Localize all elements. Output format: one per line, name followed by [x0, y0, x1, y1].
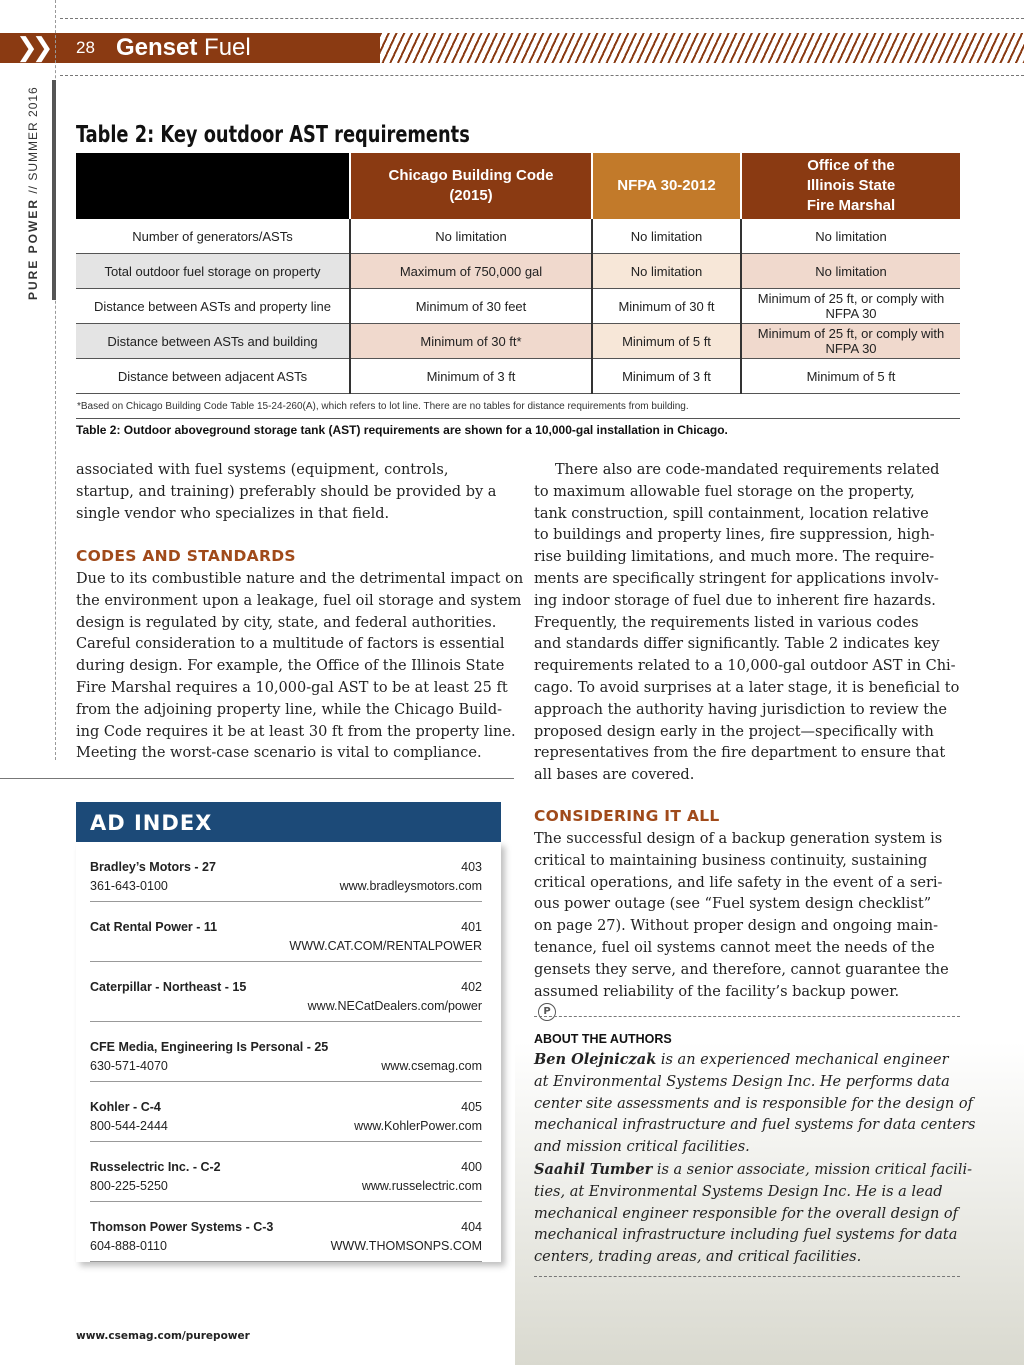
table-header-blank [76, 153, 350, 219]
cell-chicago: Minimum of 3 ft [350, 359, 592, 394]
row-label: Distance between ASTs and property line [76, 289, 350, 324]
cell-illinois: No limitation [741, 219, 960, 254]
about-bottom-rule [534, 1276, 960, 1277]
ad-index-item[interactable]: Cat Rental Power - 11 401 WWW.CAT.COM/RENTALPOWER [90, 902, 482, 962]
cell-illinois: No limitation [741, 254, 960, 289]
table-row [76, 254, 960, 289]
about-authors-heading: ABOUT THE AUTHORS [534, 1032, 672, 1046]
ad-index-list [76, 842, 501, 1262]
footer-url[interactable]: www.csemag.com/purepower [76, 1330, 250, 1342]
codes-standards-heading: CODES AND STANDARDS [76, 547, 296, 565]
row-label: Total outdoor fuel storage on property [76, 254, 350, 289]
table-caption: Table 2: Outdoor aboveground storage tank (AST) requirements are shown for a 10,000-gal installation in Chicago. [76, 423, 728, 437]
table-header-nfpa: NFPA 30-2012 [592, 153, 741, 219]
cell-illinois: Minimum of 5 ft [741, 359, 960, 394]
table-footnote: *Based on Chicago Building Code Table 15-24-260(A), which refers to lot line. There are no tables for distance requirements from building. [76, 394, 960, 419]
table-row [76, 219, 960, 254]
table-row [76, 359, 960, 394]
table-header-illinois: Office of the Illinois State Fire Marshal [741, 153, 960, 219]
table-row [76, 289, 960, 324]
table-header-chicago: Chicago Building Code (2015) [350, 153, 592, 219]
cell-nfpa: Minimum of 5 ft [592, 324, 741, 359]
about-authors-text: Ben Olejniczak is an experienced mechanical engineer at Environmental Systems Design Inc. He performs data center site assessments and is responsible for the design of mechanical infrastructure and fuel systems for data centers and mission critical facilities. Saahil Tumber is a senior associate, mission critical facili- ties, at Environmental Systems Design Inc. He is a lead mechanical engineer responsible for the overall design of mechanical infrastructure including fuel systems for data centers, trading areas, and critical facilities. [534, 1051, 976, 1266]
considering-paragraph: The successful design of a backup generation system is critical to maintaining business continuity, sustaining critical operations, and life safety in the event of a seri- ous power outage (see “Fuel system design checklist” on page 27). Without proper design and ongoing main- tenance, fuel oil systems cannot meet the needs of the gensets they serve, and therefore, cannot guarantee the assumed reliability of the facility’s backup power. P [534, 829, 949, 1021]
ad-url-link[interactable]: www.russelectric.com [361, 1179, 482, 1193]
ad-index-item[interactable]: Caterpillar - Northeast - 15 402 www.NECatDealers.com/power [90, 962, 482, 1022]
table-footnote-row [76, 394, 960, 419]
ad-url-link[interactable]: www.bradleysmotors.com [339, 879, 482, 893]
table-title: Table 2: Key outdoor AST requirements [76, 122, 470, 148]
about-top-rule [534, 1016, 960, 1017]
ast-requirements-table [76, 153, 960, 419]
cell-nfpa: No limitation [592, 254, 741, 289]
cell-illinois: Minimum of 25 ft, or comply with NFPA 30 [741, 324, 960, 359]
side-issue-label: PURE POWER // SUMMER 2016 [26, 86, 40, 300]
cell-nfpa: No limitation [592, 219, 741, 254]
ad-index-item[interactable]: Thomson Power Systems - C-3 404 604-888-0110 WWW.THOMSONPS.COM [90, 1202, 482, 1262]
ad-url-link[interactable]: www.NECatDealers.com/power [307, 999, 482, 1013]
cell-chicago: No limitation [350, 219, 592, 254]
cell-chicago: Minimum of 30 feet [350, 289, 592, 324]
side-bar [52, 80, 56, 300]
left-intro-paragraph: associated with fuel systems (equipment, controls, startup, and training) preferably should be provided by a single vendor who specializes in that field. [76, 462, 497, 522]
ad-index-item[interactable]: Kohler - C-4 405 800-544-2444 www.KohlerPower.com [90, 1082, 482, 1142]
cell-nfpa: Minimum of 3 ft [592, 359, 741, 394]
ad-index-item[interactable]: CFE Media, Engineering Is Personal - 25 630-571-4070 www.csemag.com [90, 1022, 482, 1082]
ad-index-title: AD INDEX [76, 802, 501, 842]
row-label: Number of generators/ASTs [76, 219, 350, 254]
author2-name: Saahil Tumber [534, 1160, 653, 1178]
double-chevron-icon: ❯❯ [16, 33, 48, 63]
ad-url-link[interactable]: www.csemag.com [381, 1059, 482, 1073]
table-header-row [76, 153, 960, 219]
header-hatch-pattern [380, 33, 1024, 63]
ad-index-item[interactable]: Bradley’s Motors - 27 403 361-643-0100 www.bradleysmotors.com [90, 842, 482, 902]
page-number: 28 [76, 38, 95, 57]
ad-url-link[interactable]: WWW.THOMSONPS.COM [330, 1239, 482, 1253]
header-dashed-rule [60, 75, 1024, 76]
row-label: Distance between adjacent ASTs [76, 359, 350, 394]
section-title: Genset Fuel [116, 34, 251, 61]
considering-heading: CONSIDERING IT ALL [534, 807, 720, 825]
ad-index-item[interactable]: Russelectric Inc. - C-2 400 800-225-5250 www.russelectric.com [90, 1142, 482, 1202]
ad-url-link[interactable]: WWW.CAT.COM/RENTALPOWER [289, 939, 482, 953]
cell-nfpa: Minimum of 30 ft [592, 289, 741, 324]
cell-chicago: Maximum of 750,000 gal [350, 254, 592, 289]
author1-name: Ben Olejniczak [534, 1051, 657, 1068]
row-label: Distance between ASTs and building [76, 324, 350, 359]
ad-url-link[interactable]: www.KohlerPower.com [354, 1119, 482, 1133]
top-dashed-rule [60, 18, 1024, 19]
right-codes-paragraph: There also are code-mandated requirements related to maximum allowable fuel storage on the property, tank construction, spill containment, location relative to buildings and property lines, fire suppression, high- rise building limitations, and much more. The require- ments are specifically stringent for applications involv- ing indoor storage of fuel due to inherent fire hazards. Frequently, the requirements listed in various codes and standards differ significantly. Table 2 indicates key requirements related to a 10,000-gal outdoor AST in Chi- cago. To avoid surprises at a later stage, it is beneficial to approach the authority having jurisdiction to review the proposed design early in the project—specifically with representatives from the fire department to ensure that all bases are covered. [534, 462, 960, 784]
codes-standards-paragraph: Due to its combustible nature and the detrimental impact on the environment upon a leakage, fuel oil storage and system design is regulated by city, state, and federal authorities. Careful consideration to a multitude of factors is essential during design. For example, the Office of the Illinois State Fire Marshal requires a 10,000-gal AST to be at least 25 ft from the adjoining property line, while the Chicago Build- ing Code requires it be at least 30 ft from the property line. Meeting the worst-case scenario is vital to compliance. [76, 571, 524, 762]
cell-chicago: Minimum of 30 ft* [350, 324, 592, 359]
table-row [76, 324, 960, 359]
pure-power-end-mark-icon: P [538, 1003, 556, 1021]
cell-illinois: Minimum of 25 ft, or comply with NFPA 30 [741, 289, 960, 324]
